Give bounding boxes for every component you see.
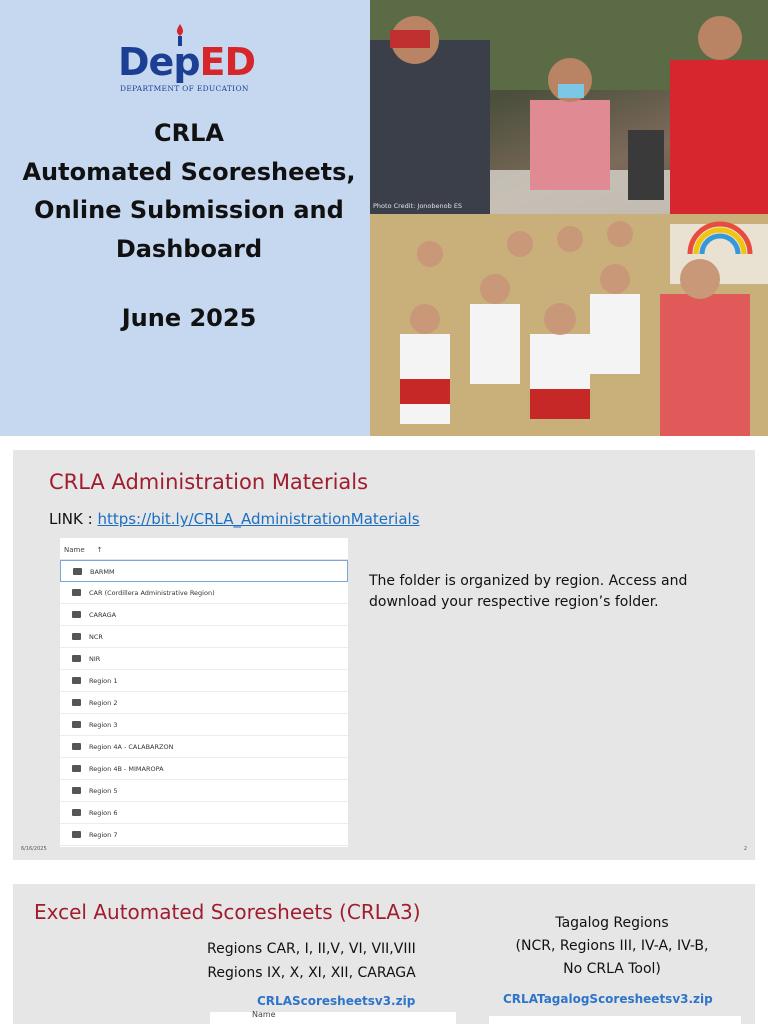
folder-row[interactable] <box>60 824 348 846</box>
folder-label: NCR <box>89 633 103 641</box>
folder-icon <box>72 633 81 640</box>
folder-label: Region 1 <box>89 677 118 685</box>
folder-row[interactable] <box>60 648 348 670</box>
administration-materials-slide <box>13 450 755 860</box>
folder-label: Region 6 <box>89 809 118 817</box>
folder-icon <box>72 809 81 816</box>
materials-link[interactable]: https://bit.ly/CRLA_AdministrationMaterials <box>97 510 420 528</box>
link-label: LINK : <box>49 510 98 528</box>
photo-illustration <box>370 0 768 214</box>
folder-row[interactable] <box>60 758 348 780</box>
folder-label: NIR <box>89 655 101 663</box>
tagalog-regions: Tagalog Regions (NCR, Regions III, IV-A, IV-B, No CRLA Tool) <box>515 915 709 977</box>
tagalog-zip-contents-panel <box>489 1016 741 1024</box>
link-row <box>49 510 420 528</box>
scoresheets-zip-link[interactable]: CRLAScoresheetsv3.zip <box>257 994 416 1008</box>
folder-row[interactable] <box>60 626 348 648</box>
tagalog-scoresheets-zip-link[interactable]: CRLATagalogScoresheetsv3.zip <box>503 992 713 1006</box>
folder-icon <box>72 611 81 618</box>
automated-scoresheets-slide <box>13 884 755 1024</box>
folder-row[interactable] <box>60 692 348 714</box>
folder-icon <box>72 743 81 750</box>
folder-row[interactable] <box>60 560 348 582</box>
folder-label: CAR (Cordillera Administrative Region) <box>89 589 215 597</box>
folder-label: BARMM <box>90 568 115 576</box>
folder-icon <box>72 831 81 838</box>
folder-label: Region 5 <box>89 787 118 795</box>
folder-icon <box>72 677 81 684</box>
folder-label: CARAGA <box>89 611 117 619</box>
folder-icon <box>72 765 81 772</box>
presentation-date: June 2025 <box>121 304 257 332</box>
folder-label: Region 2 <box>89 699 118 707</box>
folder-instructions: The folder is organized by region. Access and download your respective region’s folder. <box>369 573 688 610</box>
slide-page-number: 2 <box>743 846 747 852</box>
photo-teacher-and-student <box>370 0 768 214</box>
sort-ascending-icon[interactable]: ↑ <box>96 546 103 554</box>
deped-wordmark: DepED <box>118 40 256 84</box>
folder-row[interactable] <box>60 780 348 802</box>
name-column-header: Name <box>252 1010 276 1019</box>
photo-class-group <box>370 214 768 436</box>
name-column-header[interactable]: Name <box>64 546 85 554</box>
folder-list-screenshot <box>60 538 348 847</box>
folder-label: Region 4B - MIMAROPA <box>89 765 164 773</box>
deped-subtitle: DEPARTMENT OF EDUCATION <box>120 84 249 93</box>
folder-row[interactable] <box>60 736 348 758</box>
folder-icon <box>72 699 81 706</box>
presentation-title: CRLA Automated Scoresheets, Online Submission and Dashboard <box>22 119 356 263</box>
photo-credit: Photo Credit: Jonobenob ES <box>373 202 463 210</box>
regions-list: Regions CAR, I, II,V, VI, VII,VIII Regions IX, X, XI, XII, CARAGA <box>207 941 416 981</box>
slide-footer-date: 6/16/2025 <box>21 846 47 852</box>
folder-icon <box>72 787 81 794</box>
folder-icon <box>73 568 82 575</box>
zip-contents-panel <box>210 1012 456 1024</box>
folder-label: Region 7 <box>89 831 118 839</box>
folder-icon <box>72 721 81 728</box>
folder-row[interactable] <box>60 714 348 736</box>
folder-row[interactable] <box>60 604 348 626</box>
title-panel <box>0 0 370 436</box>
folder-icon <box>72 589 81 596</box>
folder-row[interactable] <box>60 670 348 692</box>
folder-icon <box>72 655 81 662</box>
folder-row[interactable] <box>60 802 348 824</box>
folder-row[interactable] <box>60 582 348 604</box>
folder-list-header <box>60 538 348 560</box>
folder-label: Region 4A - CALABARZON <box>89 743 174 751</box>
title-slide <box>0 0 768 436</box>
slide-title: CRLA Administration Materials <box>49 470 369 494</box>
folder-label: Region 3 <box>89 721 118 729</box>
photo-illustration-group <box>370 214 768 436</box>
deped-logo <box>118 22 258 96</box>
slide-title: Excel Automated Scoresheets (CRLA3) <box>34 900 421 924</box>
